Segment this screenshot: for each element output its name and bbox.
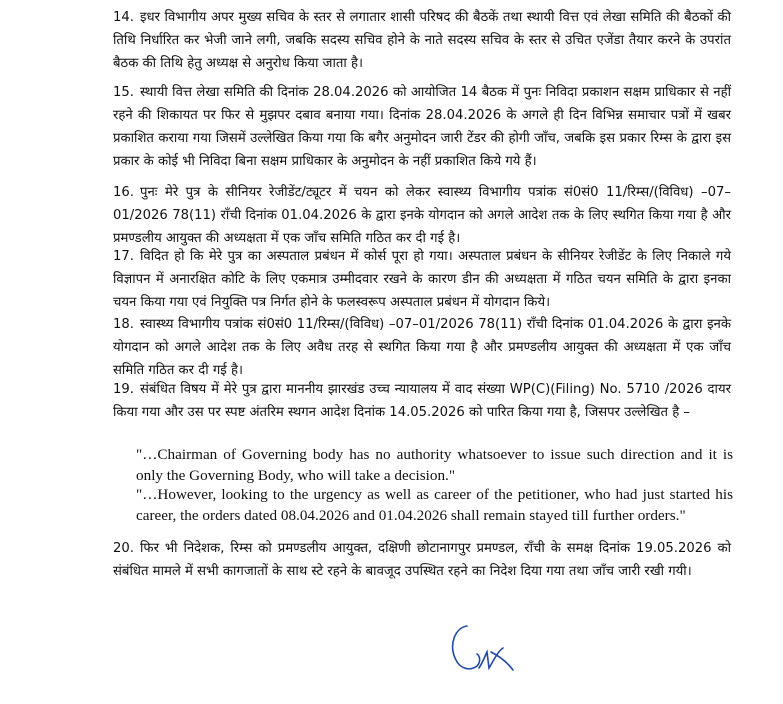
point-text: संबंधित विषय में मेरे पुत्र द्वारा माननीय झारखंड उच्च न्यायालय में वाद संख्या WP(C)(Filing) No. 5710 /2026 दायर किया गया और उस पर स्पष्ट अंतरिम स्थगन आदेश दिनांक 14.05.2026 को पारित किया गया है, जिसपर उल्लेखित है – (113, 382, 731, 420)
point-text: फिर भी निदेशक, रिम्स को प्रमण्डलीय आयुक्त, दक्षिणी छोटानागपुर प्रमण्डल, राँची के समक्ष दिनांक 19.05.2026 को संबंधित मामले में सभी कागजातों के साथ स्टे रहने के बावजूद उपस्थित रहने का निदेश दिया गया तथा जाँच जारी रखी गयी। (113, 541, 731, 579)
point-20 (113, 537, 731, 583)
point-16 (113, 181, 731, 250)
point-17 (113, 245, 731, 314)
court-quote-2: "…However, looking to the urgency as well as career of the petitioner, who had just started his career, the orders dated 08.04.2026 and 01.04.2026 shall remain stayed till further orders." (136, 486, 733, 524)
point-number: 17. (113, 249, 134, 264)
point-text: स्वास्थ्य विभागीय पत्रांक सं0सं0 11/रिम्स/(विविध) –07–01/2026 78(11) राँची दिनांक 01.04.2026 के द्वारा इनके योगदान को अगले आदेश तक के लिए अवैध तरह से स्थगित किया गया है और प्रमण्डलीय आयुक्त की अध्यक्षता में एक जाँच समिति गठित कर दी गई है। (113, 317, 731, 378)
point-number: 18. (113, 317, 134, 332)
point-14 (113, 6, 731, 75)
point-text: पुनः मेरे पुत्र के सीनियर रेजीडेंट/ट्यूटर में चयन को लेकर स्वास्थ्य विभागीय पत्रांक सं0सं0 11/रिम्स/(विविध) –07–01/2026 78(11) राँची दिनांक 01.04.2026 के द्वारा इनके योगदान को अगले आदेश तक के लिए स्थगित किया गया है और प्रमण्डलीय आयुक्त की अध्यक्षता में एक जाँच समिति गठित कर दी गई है। (113, 185, 731, 246)
point-number: 16. (113, 185, 134, 200)
point-text: स्थायी वित्त लेखा समिति की दिनांक 28.04.2026 को आयोजित 14 बैठक में पुनः निविदा प्रकाशन सक्षम प्राधिकार से नहीं रहने की शिकायत पर फिर से मुझपर दबाव बनाया गया। दिनांक 28.04.2026 के अगले ही दिन विभिन्न समाचार पत्रों में खबर प्रकाशित कराया गया जिसमें उल्लेखित किया गया कि बगैर अनुमोदन जारी टेंडर की होगी जाँच, जबकि इस प्रकार रिम्स के द्वारा इस प्रकार के कोई भी निविदा बिना सक्षम प्राधिकार के अनुमोदन के नहीं प्रकाशित किये गये हैं। (113, 85, 731, 169)
court-quote-1: "…Chairman of Governing body has no authority whatsoever to issue such direction and it is only the Governing Body, who will take a decision." (136, 446, 733, 484)
point-number: 19. (113, 382, 134, 397)
point-number: 20. (113, 541, 134, 556)
point-15 (113, 81, 731, 173)
point-19 (113, 378, 731, 424)
point-18 (113, 313, 731, 382)
point-text: इधर विभागीय अपर मुख्य सचिव के स्तर से लगातार शासी परिषद की बैठकें तथा स्थायी वित्त एवं लेखा समिति की बैठकों की तिथि निर्धारित कर भेजी जाने लगी, जबकि सदस्य सचिव होने के नाते सदस्य सचिव के स्तर से उचित एजेंडा तैयार करने के उपरांत बैठक की तिथि हेतु अध्यक्ष से अनुरोध किया जाता है। (113, 10, 731, 71)
point-text: विदित हो कि मेरे पुत्र का अस्पताल प्रबंधन में कोर्स पूरा हो गया। अस्पताल प्रबंधन के सीनियर रेजीडेंट के लिए निकाले गये विज्ञापन में अनारक्षित कोटि के लिए एकमात्र उम्मीदवार रखने के कारण डीन की अध्यक्षता में गठित चयन समिति के द्वारा इनका चयन किया गया एवं नियुक्ति पत्र निर्गत होने के फलस्वरूप अस्पताल प्रबंधन में योगदान किये। (113, 249, 731, 310)
signature (447, 622, 522, 677)
point-number: 15. (113, 85, 134, 100)
point-number: 14. (113, 10, 134, 25)
